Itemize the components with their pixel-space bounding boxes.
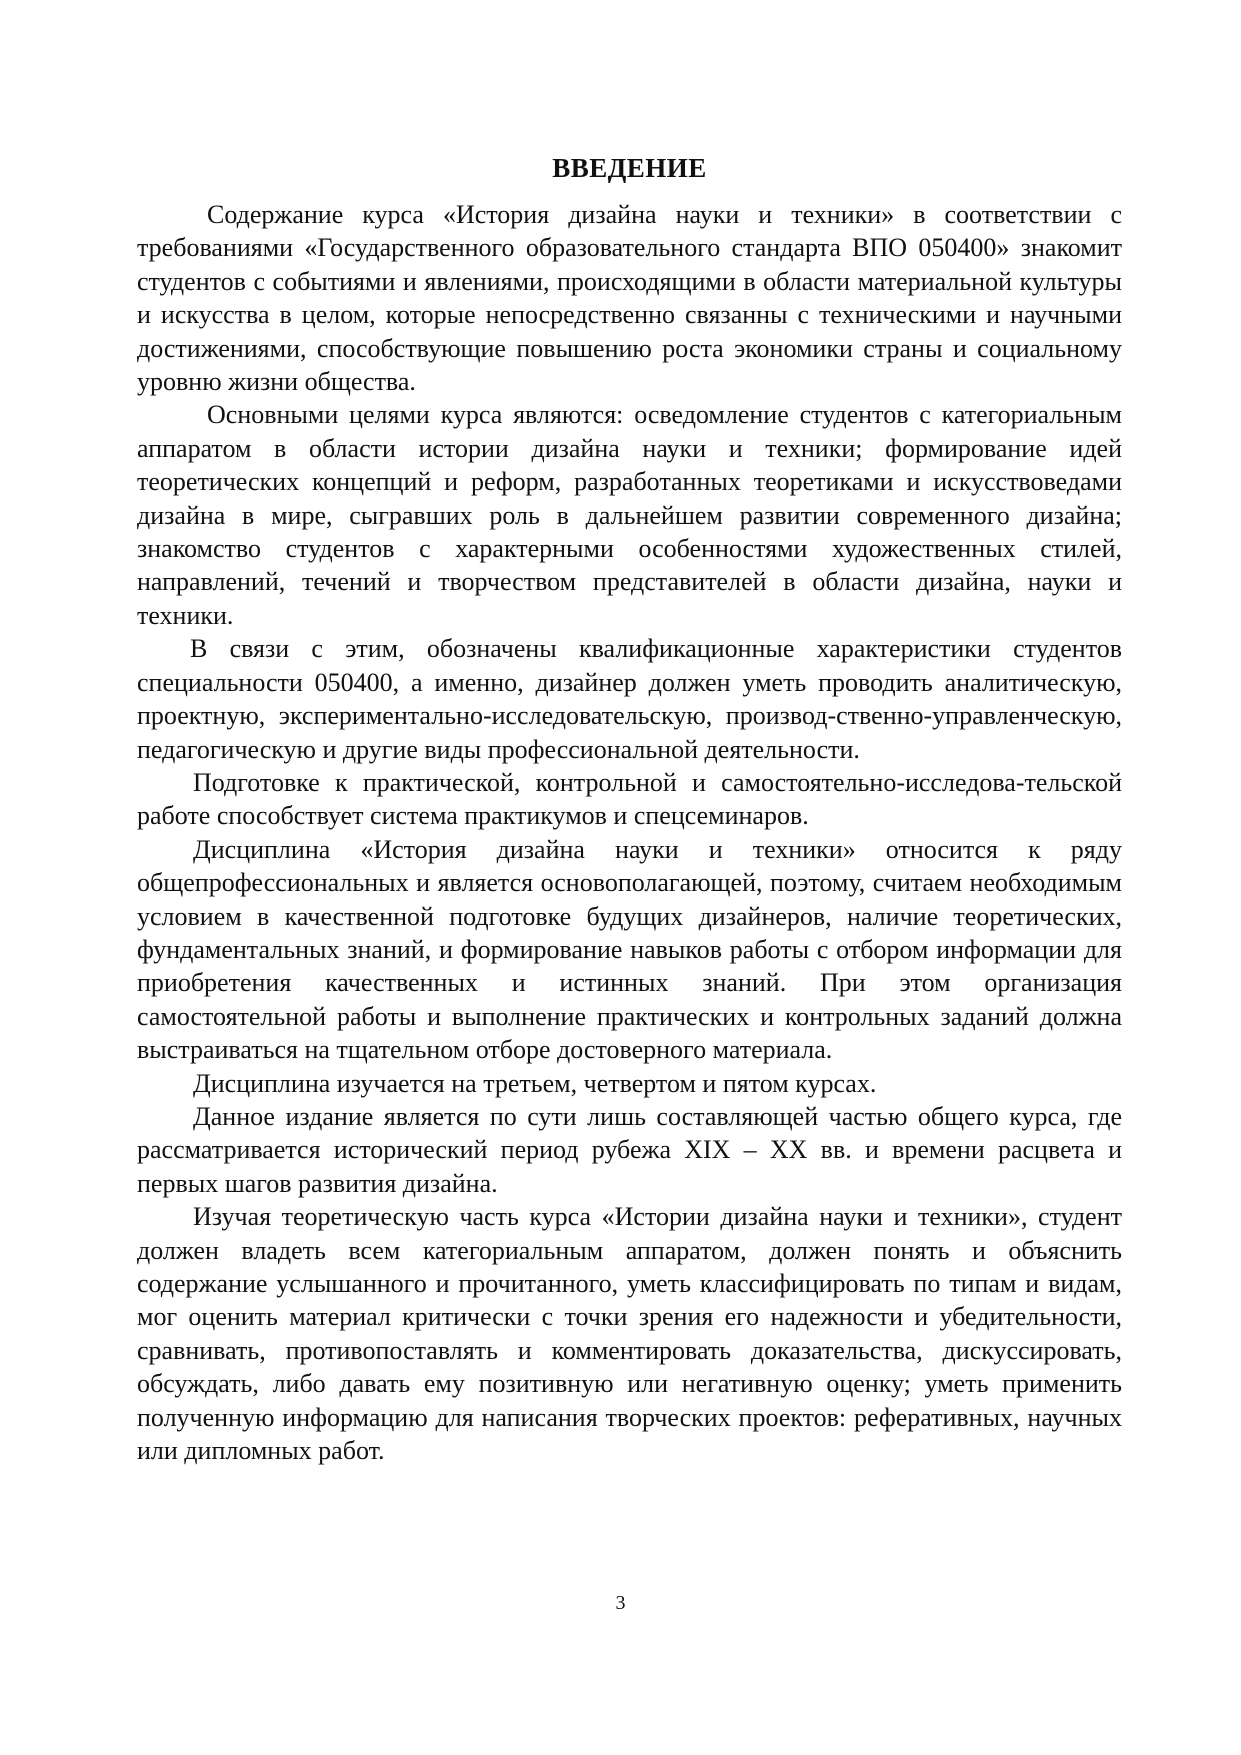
- page-number: 3: [615, 1592, 626, 1614]
- paragraph-qualifications: В связи с этим, обозначены квалификационные характеристики студентов специальности 050400, а именно, дизайнер должен уметь проводить аналитическую, проектную, экспериментально-исследовательскую, производ-ственно-управленческую, педагогическую и другие виды профессиональной деятельности.: [137, 634, 1122, 764]
- paragraph-preparation: Подготовке к практической, контрольной и самостоятельно-исследова-тельской работе способствует система практикумов и спецсеминаров.: [137, 767, 1122, 831]
- paragraph-discipline: Дисциплина «История дизайна науки и техники» относится к ряду общепрофессиональных и является основополагающей, поэтому, считаем необходимым условием в качественной подготовке будущих дизайнеров, наличие теоретических, фундаментальных знаний, и формирование навыков работы с отбором информации для приобретения качественных и истинных знаний. При этом организация самостоятельной работы и выполнение практических и контрольных заданий должна выстраиваться на тщательном отборе достоверного материала.: [137, 834, 1122, 1065]
- document-title: ВВЕДЕНИЕ: [552, 153, 707, 183]
- paragraph-course-goals: Основными целями курса являются: осведомление студентов с категориальным аппаратом в области истории дизайна науки и техники; формирование идей теоретических концепций и реформ, разработанных теоретиками и искусствоведами дизайна в мире, сыгравших роль в дальнейшем развитии современного дизайна; знакомство студентов с характерными особенностями художественных стилей, направлений, течений и творчеством представителей в области дизайна, науки и техники.: [137, 400, 1122, 630]
- paragraph-student-skills: Изучая теоретическую часть курса «Истории дизайна науки и техники», студент должен владеть всем категориальным аппаратом, должен понять и объяснить содержание услышанного и прочитанного, уметь классифицировать по типам и видам, мог оценить материал критически с точки зрения его надежности и убедительности, сравнивать, противопоставлять и комментировать доказательства, дискуссировать, обсуждать, либо давать ему позитивную или негативную оценку; уметь применить полученную информацию для написания творческих проектов: реферативных, научных или дипломных работ.: [137, 1202, 1122, 1466]
- paragraph-study-years: Дисциплина изучается на третьем, четвертом и пятом курсах.: [193, 1068, 877, 1098]
- paragraph-edition: Данное издание является по сути лишь составляющей частью общего курса, где рассматривается исторический период рубежа XIX – XX вв. и времени расцвета и первых шагов развития дизайна.: [137, 1101, 1122, 1198]
- paragraph-course-content: Содержание курса «История дизайна науки и техники» в соответствии с требованиями «Государственного образовательного стандарта ВПО 050400» знакомит студентов с событиями и явлениями, происходящими в области материальной культуры и искусства в целом, которые непосредственно связанны с техническими и научными достижениями, способствующие повышению роста экономики страны и социальному уровню жизни общества.: [137, 200, 1122, 397]
- document-page: [137, 150, 1122, 1467]
